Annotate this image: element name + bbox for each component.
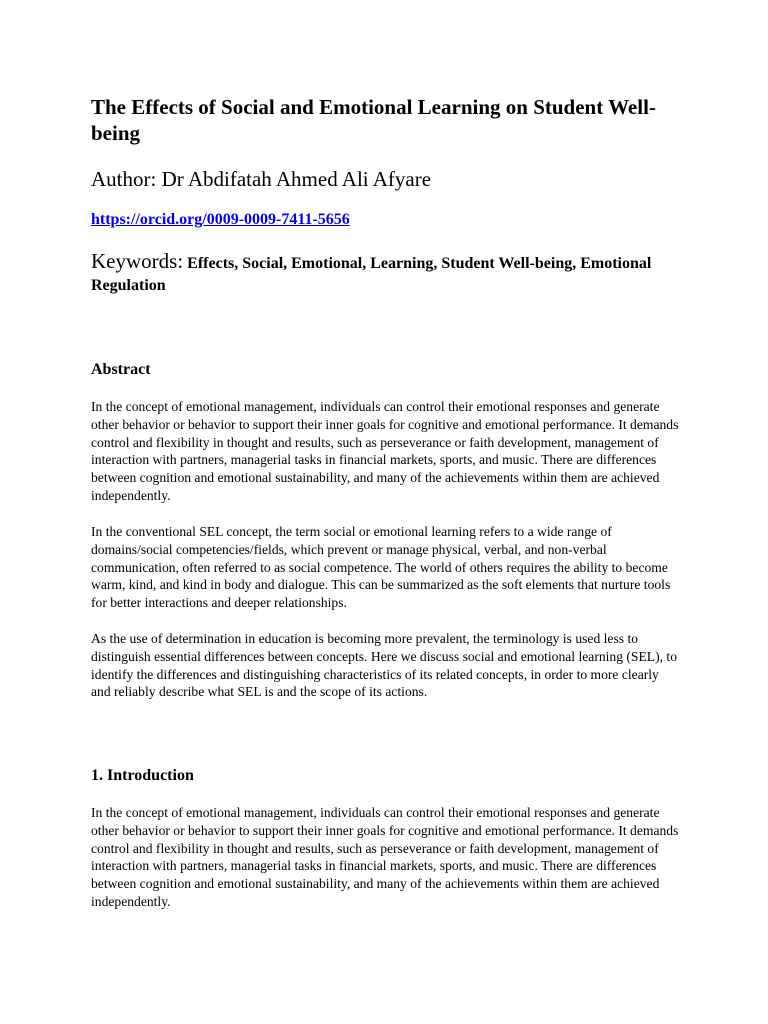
abstract-paragraph: In the concept of emotional management, individuals can control their emotional responses and generate other behavior or behavior to support their inner goals for cognitive and emotional performance. It demands control and flexibility in thought and results, such as perseverance or faith development, management of interaction with partners, managerial tasks in financial markets, sports, and music. There are differences between cognition and emotional sustainability, and many of the achievements within them are achieved independently.	[91, 399, 679, 503]
abstract-heading: Abstract	[91, 361, 151, 378]
abstract-paragraph: In the conventional SEL concept, the term social or emotional learning refers to a wide range of domains/social competencies/fields, which prevent or manage physical, verbal, and non-verbal communication, often referred to as social competence. The world of others requires the ability to become warm, kind, and kind in body and dialogue. This can be summarized as the soft elements that nurture tools for better interactions and deeper relationships.	[91, 524, 671, 611]
introduction-paragraph: In the concept of emotional management, individuals can control their emotional responses and generate other behavior or behavior to support their inner goals for cognitive and emotional performance. It demands control and flexibility in thought and results, such as perseverance or faith development, management of interaction with partners, managerial tasks in financial markets, sports, and music. There are differences between cognition and emotional sustainability, and many of the achievements within them are achieved independently.	[91, 805, 679, 909]
orcid-link[interactable]: https://orcid.org/0009-0009-7411-5656	[91, 211, 350, 228]
introduction-heading: 1. Introduction	[91, 767, 194, 784]
document-title: The Effects of Social and Emotional Learning on Student Well-being	[91, 95, 656, 145]
keywords-label: Keywords:	[91, 249, 184, 273]
author-line: Author: Dr Abdifatah Ahmed Ali Afyare	[91, 167, 432, 191]
keywords-line	[91, 250, 681, 297]
keywords-list: Effects, Social, Emotional, Learning, Student Well-being, Emotional Regulation	[91, 255, 652, 294]
abstract-paragraph: As the use of determination in education is becoming more prevalent, the terminology is used less to distinguish essential differences between concepts. Here we discuss social and emotional learning (SEL), to identify the differences and distinguishing characteristics of its related concepts, in order to more clearly and reliably describe what SEL is and the scope of its actions.	[91, 631, 677, 700]
